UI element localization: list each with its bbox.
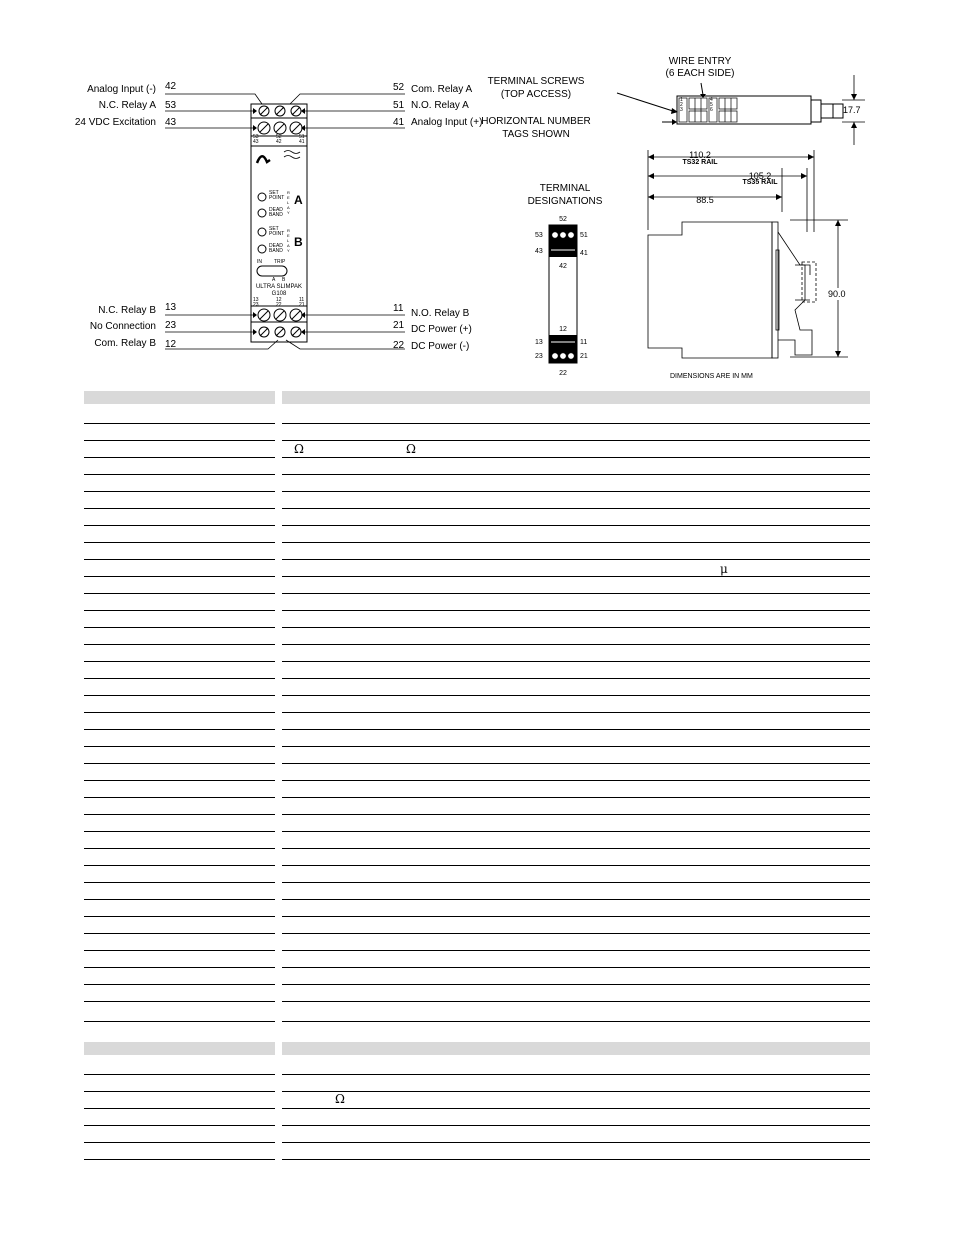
spec-row-rule-right (282, 678, 870, 679)
spec2-row-rule-right (282, 1074, 870, 1075)
trip-a-label: A (272, 277, 276, 283)
module-tag-mid: 52 42 (276, 134, 282, 145)
module-btag-mid: 12 22 (276, 297, 282, 308)
note-tags-shown: TAGS SHOWN (502, 129, 570, 140)
spec2-row-rule-left (84, 1074, 275, 1075)
spec-row-rule-left (84, 508, 275, 509)
spec-row-rule-right (282, 916, 870, 917)
spec-row-rule-right (282, 797, 870, 798)
spec-row-rule-right (282, 712, 870, 713)
terminal-42: 42 (165, 81, 177, 92)
spec-row-rule-right (282, 967, 870, 968)
spec-row-rule-right (282, 559, 870, 560)
spec-header-left (84, 391, 275, 404)
spec-row-rule-right (282, 780, 870, 781)
spec-row-rule-left (84, 797, 275, 798)
spec2-row-rule-left (84, 1159, 275, 1160)
terminal-21: 21 (393, 320, 405, 331)
dead-band-b-label: DEAD BAND (269, 243, 283, 254)
label-24vdc-excitation: 24 VDC Excitation (74, 117, 156, 128)
terminal-51: 51 (393, 100, 405, 111)
spec2-row-rule-left (84, 1091, 275, 1092)
ohm-symbol-2: Ω (406, 442, 416, 456)
label-nc-relay-b: N.C. Relay B (98, 305, 156, 316)
desig-43: 43 (535, 248, 543, 255)
label-analog-input-minus: Analog Input (-) (87, 84, 156, 95)
spec2-row-rule-left (84, 1142, 275, 1143)
label-no-relay-b: N.O. Relay B (411, 308, 470, 319)
terminal-13: 13 (165, 302, 177, 313)
spec-row-rule-right (282, 865, 870, 866)
spec-row-rule-right (282, 984, 870, 985)
note-top-access: (TOP ACCESS) (500, 89, 572, 100)
spec-row-rule-left (84, 831, 275, 832)
spec-row-rule-right (282, 831, 870, 832)
set-point-a-label: SET POINT (269, 190, 285, 201)
desig-12: 12 (559, 326, 567, 333)
spec-row-rule-left (84, 661, 275, 662)
desig-41: 41 (580, 250, 588, 257)
spec-row-rule-right (282, 457, 870, 458)
spec-row-rule-left (84, 440, 275, 441)
terminal-22: 22 (393, 340, 405, 351)
label-dc-power-plus: DC Power (+) (411, 324, 472, 335)
label-no-connection: No Connection (89, 321, 156, 332)
spec-row-rule-left (84, 525, 275, 526)
spec2-row-rule-left (84, 1108, 275, 1109)
spec2-row-rule-right (282, 1108, 870, 1109)
terminal-43: 43 (165, 117, 177, 128)
spec-row-rule-right (282, 814, 870, 815)
spec-row-rule-left (84, 848, 275, 849)
terminal-41: 41 (393, 117, 405, 128)
spec-row-rule-right (282, 848, 870, 849)
desig-23: 23 (535, 353, 543, 360)
desig-21: 21 (580, 353, 588, 360)
top-view-tag-456: 4 5 6 (710, 97, 713, 113)
terminal-23: 23 (165, 320, 177, 331)
spec-row-rule-right (282, 474, 870, 475)
spec-row-rule-right (282, 593, 870, 594)
dim-ts35-rail: TS35 RAIL (742, 179, 778, 186)
spec2-header-left (84, 1042, 275, 1055)
note-designations: DESIGNATIONS (527, 196, 603, 207)
spec-row-rule-left (84, 780, 275, 781)
desig-13: 13 (535, 339, 543, 346)
module-tag-left: 53 43 (253, 134, 259, 145)
in-label: IN (257, 259, 262, 265)
spec-row-rule-right (282, 763, 870, 764)
spec-row-rule-left (84, 814, 275, 815)
spec-row-rule-right (282, 644, 870, 645)
dim-110-2: 110.2 (689, 150, 711, 160)
module-tag-right: 51 41 (299, 134, 305, 145)
dim-105-2: 105.2 (748, 171, 772, 181)
relay-a-letter: A (294, 193, 303, 207)
spec2-header-right (282, 1042, 870, 1055)
spec-row-rule-left (84, 593, 275, 594)
spec-row-rule-right (282, 899, 870, 900)
label-no-relay-a: N.O. Relay A (411, 100, 469, 111)
terminal-12: 12 (165, 339, 177, 350)
relay-b-letter: B (294, 235, 303, 249)
dim-88-5: 88.5 (696, 195, 714, 205)
spec-row-rule-left (84, 491, 275, 492)
spec-row-rule-right (282, 627, 870, 628)
relay-b-vertical: RELAY (287, 228, 290, 253)
spec-row-rule-left (84, 542, 275, 543)
relay-a-vertical: RELAY (287, 190, 290, 215)
note-terminal: TERMINAL (539, 183, 591, 194)
label-dc-power-minus: DC Power (-) (411, 341, 470, 352)
trip-label: TRIP (274, 259, 286, 265)
terminal-11: 11 (393, 303, 404, 314)
spec-row-rule-right (282, 508, 870, 509)
spec-row-rule-left (84, 729, 275, 730)
spec-row-rule-left (84, 746, 275, 747)
desig-11: 11 (580, 339, 588, 346)
module-btag-left: 13 23 (253, 297, 259, 308)
terminal-52: 52 (393, 82, 405, 93)
spec-row-rule-left (84, 763, 275, 764)
spec-row-rule-left (84, 950, 275, 951)
spec-row-rule-left (84, 967, 275, 968)
terminal-53: 53 (165, 100, 177, 111)
spec-row-rule-left (84, 695, 275, 696)
label-nc-relay-a: N.C. Relay A (98, 100, 156, 111)
spec-row-rule-right (282, 695, 870, 696)
spec-row-rule-right (282, 933, 870, 934)
spec2-row-rule-right (282, 1125, 870, 1126)
note-wire-entry: WIRE ENTRY (668, 56, 732, 67)
spec-row-rule-left (84, 882, 275, 883)
label-com-relay-b: Com. Relay B (94, 338, 156, 349)
spec-row-rule-left (84, 1001, 275, 1002)
desig-22: 22 (559, 370, 567, 377)
spec-row-rule-right (282, 1021, 870, 1022)
spec-row-rule-right (282, 729, 870, 730)
spec-row-rule-right (282, 525, 870, 526)
spec-row-rule-left (84, 916, 275, 917)
top-view-tag-123: 1 2 3 (680, 97, 683, 113)
set-point-b-label: SET POINT (269, 226, 285, 237)
spec-row-rule-left (84, 712, 275, 713)
spec-row-rule-left (84, 576, 275, 577)
spec-row-rule-right (282, 882, 870, 883)
dim-17-7: 17.7 (843, 105, 861, 115)
spec-row-rule-right (282, 491, 870, 492)
desig-51: 51 (580, 232, 588, 239)
spec-row-rule-left (84, 899, 275, 900)
spec-row-rule-right (282, 1001, 870, 1002)
module-model: G108 (271, 291, 287, 297)
dim-ts32-rail: TS32 RAIL (682, 159, 718, 166)
spec-header-right (282, 391, 870, 404)
micro-symbol: μ (720, 562, 728, 576)
spec-row-rule-right (282, 440, 870, 441)
dimensions-caption: DIMENSIONS ARE IN MM (670, 373, 753, 380)
note-terminal-screws: TERMINAL SCREWS (487, 76, 585, 87)
spec-row-rule-right (282, 746, 870, 747)
spec-row-rule-right (282, 542, 870, 543)
trip-b-label: B (282, 277, 286, 283)
spec-row-rule-left (84, 933, 275, 934)
spec-row-rule-left (84, 610, 275, 611)
spec-row-rule-left (84, 644, 275, 645)
spec2-row-rule-left (84, 1125, 275, 1126)
dead-band-a-label: DEAD BAND (269, 207, 283, 218)
desig-53: 53 (535, 232, 543, 239)
spec-row-rule-right (282, 950, 870, 951)
spec2-row-rule-right (282, 1091, 870, 1092)
desig-42: 42 (559, 263, 567, 270)
dim-90-0: 90.0 (828, 289, 846, 299)
desig-52: 52 (559, 216, 567, 223)
spec-row-rule-left (84, 1021, 275, 1022)
spec-row-rule-right (282, 610, 870, 611)
spec2-row-rule-right (282, 1159, 870, 1160)
label-com-relay-a: Com. Relay A (411, 84, 473, 95)
spec-row-rule-left (84, 474, 275, 475)
ohm-symbol-3: Ω (335, 1092, 345, 1106)
note-each-side: (6 EACH SIDE) (665, 68, 735, 79)
spec-row-rule-left (84, 457, 275, 458)
label-analog-input-plus: Analog Input (+) (411, 117, 483, 128)
spec-row-rule-left (84, 678, 275, 679)
module-name: ULTRA SLIMPAK (255, 284, 303, 290)
spec-row-rule-left (84, 865, 275, 866)
spec-row-rule-right (282, 423, 870, 424)
module-btag-right: 11 21 (299, 297, 305, 308)
spec-row-rule-left (84, 559, 275, 560)
spec-row-rule-left (84, 423, 275, 424)
spec2-row-rule-right (282, 1142, 870, 1143)
spec-row-rule-left (84, 627, 275, 628)
spec-row-rule-right (282, 576, 870, 577)
note-horizontal-number: HORIZONTAL NUMBER (481, 116, 591, 127)
ohm-symbol-1: Ω (294, 442, 304, 456)
spec-row-rule-right (282, 661, 870, 662)
spec-row-rule-left (84, 984, 275, 985)
